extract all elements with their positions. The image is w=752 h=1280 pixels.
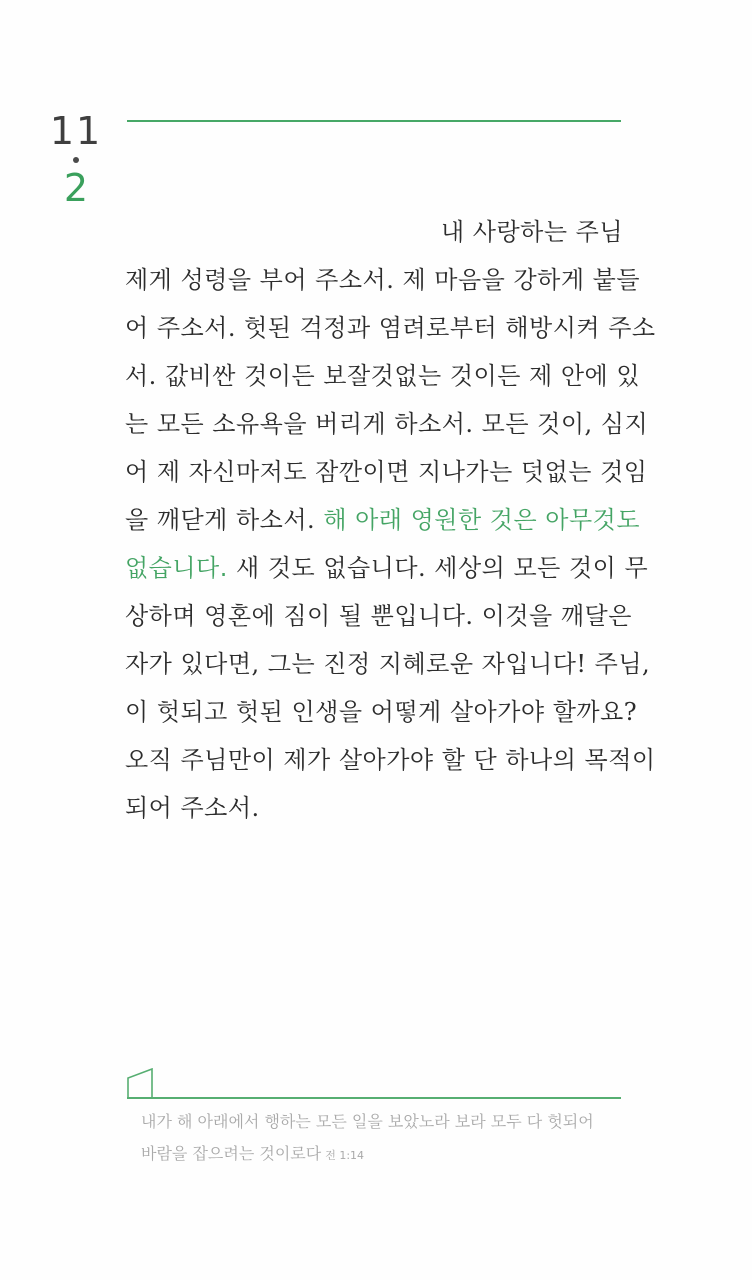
date-marker [46,109,106,210]
prayer-line: 자가 있다면, 그는 진정 지혜로운 자입니다! 주님, [125,650,651,678]
prayer-line: 되어 주소서. [125,794,260,822]
prayer-line: 이 헛되고 헛된 인생을 어떻게 살아가야 할까요? [125,698,638,726]
scripture-verse [141,1106,621,1172]
prayer-line: 어 제 자신마저도 잠깐이면 지나가는 덧없는 것임 [125,458,648,486]
prayer-text-segment: 을 깨닫게 하소서. [125,506,324,534]
verse-line [141,1138,621,1172]
highlighted-scripture: 해 아래 영원한 것은 아무것도 [323,506,641,534]
date-month: 11 [49,109,103,153]
date-day: 2 [63,166,89,210]
verse-bracket-icon [127,1068,153,1098]
prayer-line: 내 사랑하는 주님 [440,218,623,246]
highlighted-scripture: 없습니다. [125,554,228,582]
prayer-line: 상하며 영혼에 짐이 될 뿐입니다. 이것을 깨달은 [125,602,632,630]
verse-text: 바람을 잡으려는 것이로다 [141,1144,322,1163]
verse-reference: 전 1:14 [325,1149,365,1162]
prayer-line: 제게 성령을 부어 주소서. 제 마음을 강하게 붙들 [125,266,641,294]
prayer-line [125,496,641,544]
prayer-line: 서. 값비싼 것이든 보잘것없는 것이든 제 안에 있 [125,362,641,390]
top-divider [127,120,621,122]
date-separator-dot [73,157,79,163]
bottom-divider [127,1097,621,1099]
prayer-text [125,208,656,832]
verse-line: 내가 해 아래에서 행하는 모든 일을 보았노라 보라 모두 다 헛되어 [141,1112,594,1131]
prayer-line [125,544,649,592]
prayer-line: 어 주소서. 헛된 걱정과 염려로부터 해방시켜 주소 [125,314,656,342]
prayer-line: 는 모든 소유욕을 버리게 하소서. 모든 것이, 심지 [125,410,649,438]
prayer-line: 오직 주님만이 제가 살아가야 할 단 하나의 목적이 [125,746,656,774]
prayer-text-segment: 새 것도 없습니다. 세상의 모든 것이 무 [227,554,649,582]
